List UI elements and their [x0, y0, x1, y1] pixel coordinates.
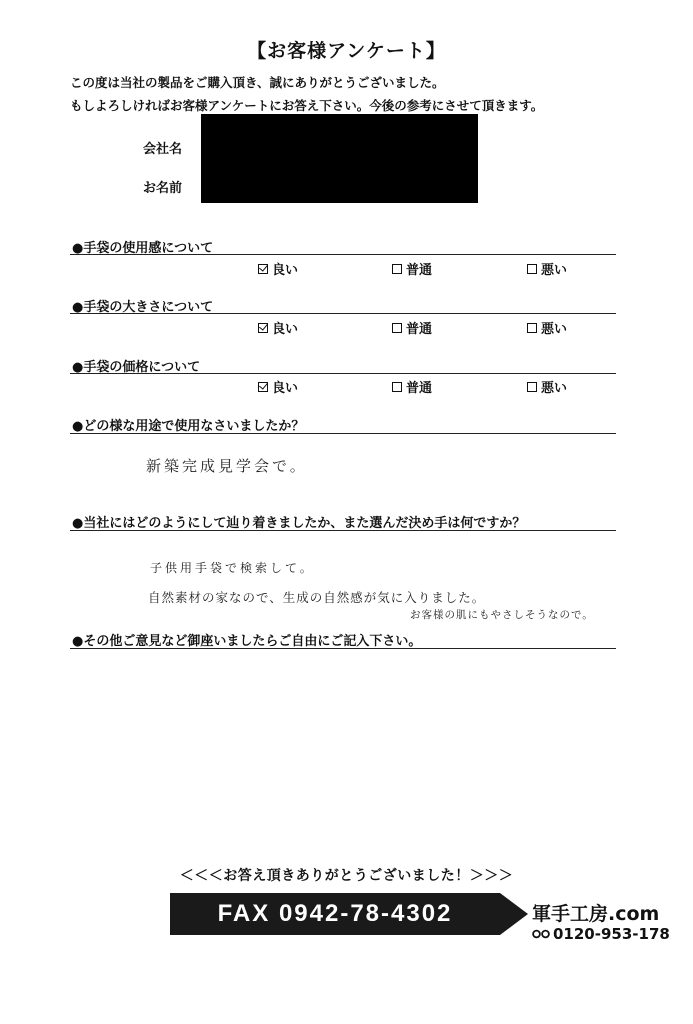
- checkbox-checked-icon[interactable]: [258, 323, 268, 333]
- option-label: 悪い: [541, 263, 568, 278]
- question-divider: [70, 433, 616, 434]
- option-good-price[interactable]: [258, 377, 298, 396]
- question-comments-title: ●その他ご意見など御座いましたらご自由にご記入下さい。: [72, 634, 422, 649]
- question-usage-title: ●どの様な用途で使用なさいましたか？: [72, 419, 305, 434]
- option-good-size[interactable]: [258, 318, 298, 337]
- handwritten-answer-line-2: 自然素材の家なので、生成の自然感が気に入りました。: [148, 590, 486, 605]
- redaction-box: [201, 114, 478, 203]
- question-size-title: ●手袋の大きさについて: [72, 300, 214, 315]
- question-divider: [70, 373, 616, 374]
- option-label: 悪い: [541, 322, 568, 337]
- checkbox-icon[interactable]: [392, 382, 402, 392]
- checkbox-icon[interactable]: [392, 264, 402, 274]
- option-bad-usability[interactable]: [527, 259, 567, 278]
- fax-number: FAX 0942-78-4302: [217, 900, 453, 927]
- checkbox-checked-icon[interactable]: [258, 382, 268, 392]
- intro-line-1: この度は当社の製品をご購入頂き、誠にありがとうございました。: [70, 75, 445, 90]
- page-title: 【お客様アンケート】: [247, 40, 446, 62]
- question-discovery-title: ●当社にはどのようにして辿り着きましたか、また選んだ決め手は何ですか？: [72, 516, 526, 531]
- checkbox-icon[interactable]: [527, 323, 537, 333]
- option-normal-size[interactable]: [392, 318, 432, 337]
- handwritten-answer-line-1: 子供用手袋で検索して。: [150, 561, 315, 575]
- handwritten-answer-line-3: お客様の肌にもやさしそうなので。: [410, 609, 594, 621]
- question-price-title: ●手袋の価格について: [72, 360, 201, 375]
- question-divider: [70, 648, 616, 649]
- checkbox-icon[interactable]: [392, 323, 402, 333]
- company-label: 会社名: [143, 142, 183, 157]
- freedial: [532, 925, 670, 943]
- brand-logo: 軍手工房.com: [532, 903, 660, 925]
- option-label: 良い: [272, 381, 299, 396]
- handwritten-answer-usage: 新築完成見学会で。: [146, 457, 308, 475]
- intro-line-2: もしよろしければお客様アンケートにお答え下さい。今後の参考にさせて頂きます。: [70, 98, 544, 113]
- checkbox-checked-icon[interactable]: [258, 264, 268, 274]
- option-label: 普通: [406, 322, 433, 337]
- question-usability-title: ●手袋の使用感について: [72, 241, 214, 256]
- checkbox-icon[interactable]: [527, 382, 537, 392]
- option-label: 良い: [272, 322, 299, 337]
- free-dial-icon: [532, 929, 550, 939]
- option-label: 悪い: [541, 381, 568, 396]
- option-normal-price[interactable]: [392, 377, 432, 396]
- option-label: 良い: [272, 263, 299, 278]
- option-label: 普通: [406, 381, 433, 396]
- option-normal-usability[interactable]: [392, 259, 432, 278]
- option-good-usability[interactable]: [258, 259, 298, 278]
- option-bad-size[interactable]: [527, 318, 567, 337]
- closing-message: ＜＜＜お答え頂きありがとうございました！＞＞＞: [179, 868, 514, 884]
- checkbox-icon[interactable]: [527, 264, 537, 274]
- question-divider: [70, 313, 616, 314]
- question-divider: [70, 530, 616, 531]
- question-divider: [70, 254, 616, 255]
- name-label: お名前: [143, 181, 183, 196]
- freedial-number: 0120-953-178: [553, 925, 670, 943]
- option-bad-price[interactable]: [527, 377, 567, 396]
- option-label: 普通: [406, 263, 433, 278]
